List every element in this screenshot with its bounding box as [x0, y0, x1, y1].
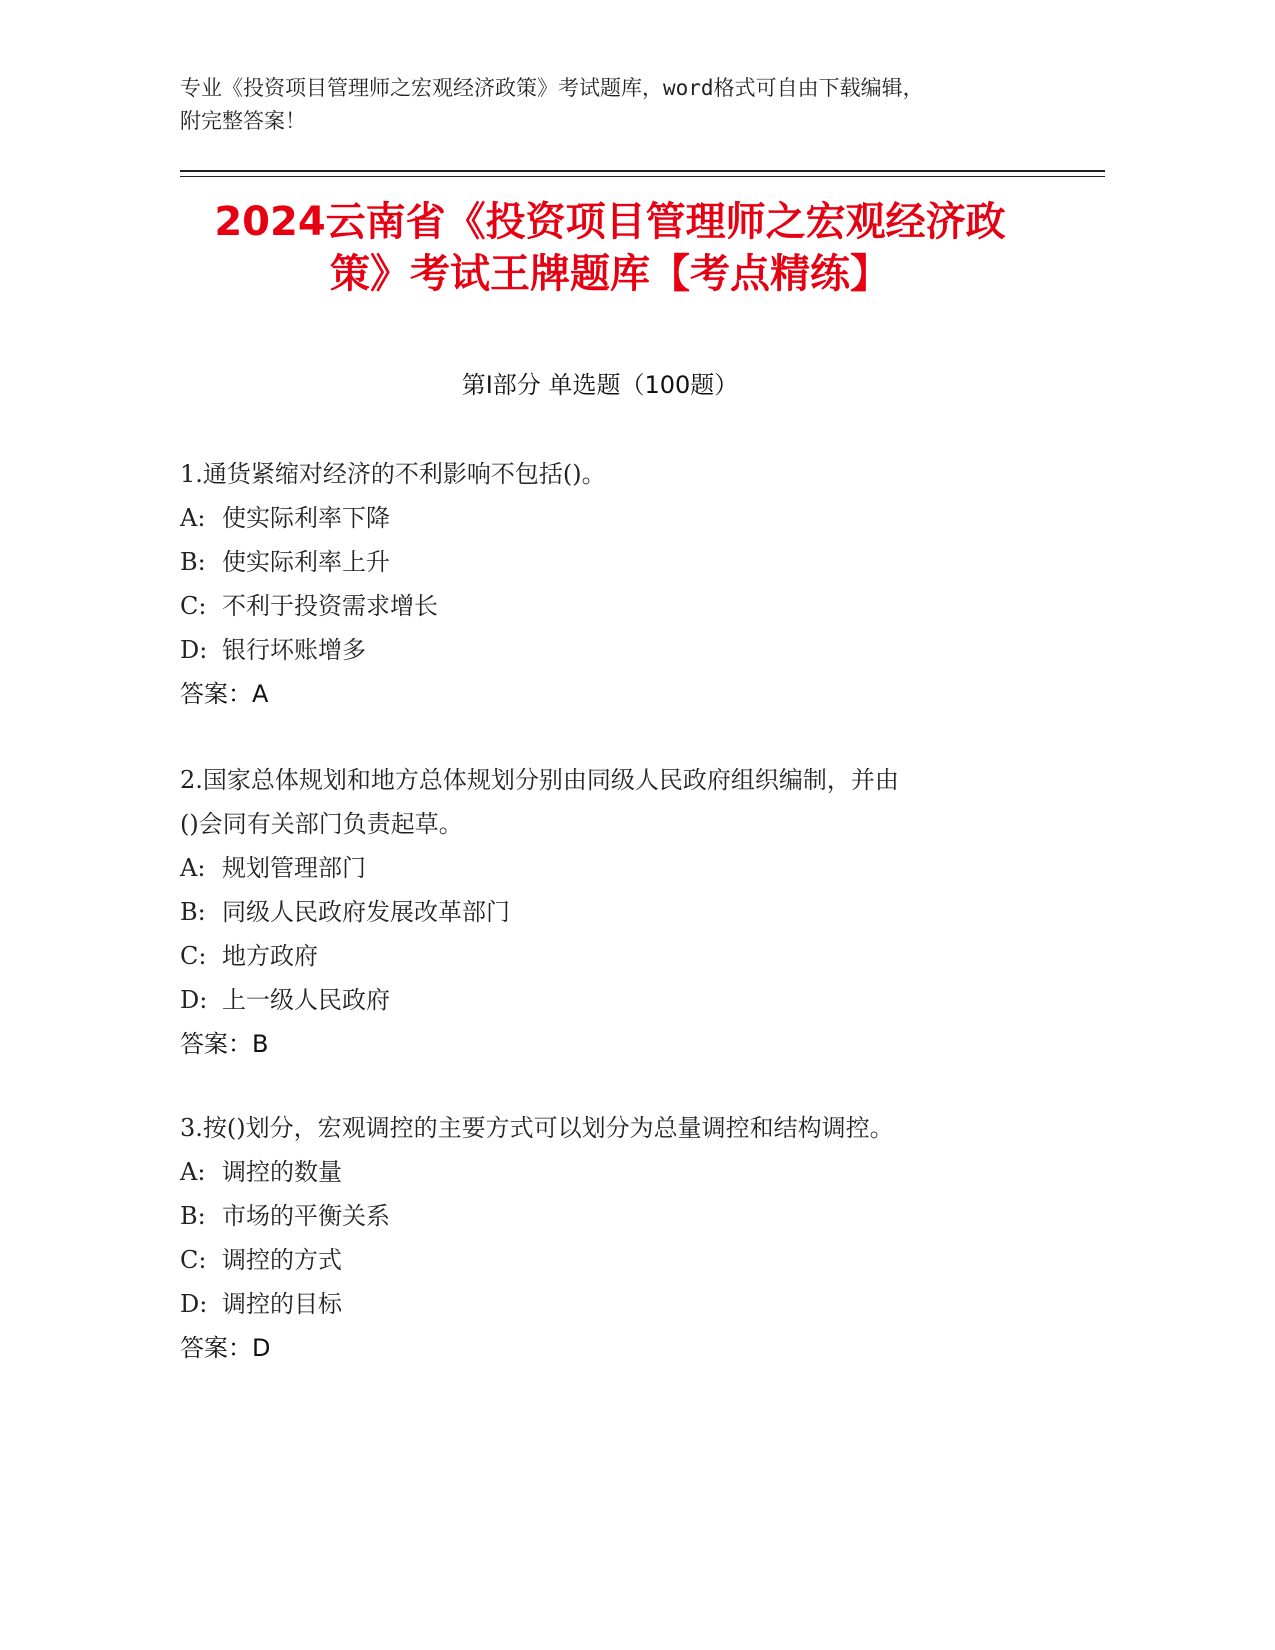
document-title-line-2: 策》考试王牌题库【考点精练】 — [330, 251, 890, 297]
option-letter: B: — [180, 1202, 206, 1230]
question-stem: 3.按()划分，宏观调控的主要方式可以划分为总量调控和结构调控。 — [180, 1114, 894, 1142]
option-text: 上一级人民政府 — [222, 986, 390, 1014]
question-2 — [180, 758, 1120, 1066]
option-text: 调控的方式 — [222, 1246, 342, 1274]
option-c — [180, 1238, 1120, 1282]
option-b — [180, 1194, 1120, 1238]
option-text: 规划管理部门 — [222, 854, 366, 882]
option-a — [180, 846, 1120, 890]
question-stem: 1.通货紧缩对经济的不利影响不包括()。 — [180, 460, 606, 488]
option-d — [180, 628, 1120, 672]
option-letter: D: — [180, 1290, 208, 1318]
option-d — [180, 1282, 1120, 1326]
option-a — [180, 496, 1120, 540]
question-stem-line-2: ()会同有关部门负责起草。 — [180, 810, 463, 838]
option-text: 同级人民政府发展改革部门 — [222, 898, 510, 926]
option-b — [180, 540, 1120, 584]
option-letter: A: — [180, 854, 206, 882]
option-letter: B: — [180, 548, 206, 576]
header-divider-thick — [180, 170, 1105, 172]
answer: 答案：A — [180, 680, 269, 708]
option-letter: B: — [180, 898, 206, 926]
section-heading: 第Ⅰ部分 单选题（100题） — [461, 371, 739, 399]
option-letter: D: — [180, 986, 208, 1014]
option-letter: D: — [180, 636, 208, 664]
option-text: 调控的目标 — [222, 1290, 342, 1318]
option-letter: C: — [180, 1246, 207, 1274]
answer: 答案：D — [180, 1334, 271, 1362]
option-d — [180, 978, 1120, 1022]
option-letter: A: — [180, 1158, 206, 1186]
option-text: 银行坏账增多 — [222, 636, 366, 664]
option-text: 市场的平衡关系 — [222, 1202, 390, 1230]
header-note — [180, 72, 1080, 138]
option-a — [180, 1150, 1120, 1194]
question-stem-line-1: 2.国家总体规划和地方总体规划分别由同级人民政府组织编制，并由 — [180, 766, 899, 794]
option-text: 不利于投资需求增长 — [222, 592, 438, 620]
header-divider-thin — [180, 176, 1105, 177]
option-letter: A: — [180, 504, 206, 532]
document-title — [100, 196, 1120, 300]
option-text: 地方政府 — [222, 942, 318, 970]
option-c — [180, 934, 1120, 978]
option-text: 使实际利率上升 — [222, 548, 390, 576]
option-letter: C: — [180, 942, 207, 970]
option-letter: C: — [180, 592, 207, 620]
option-b — [180, 890, 1120, 934]
header-note-line-1: 专业《投资项目管理师之宏观经济政策》考试题库，word格式可自由下载编辑， — [180, 76, 924, 100]
question-1 — [180, 452, 1120, 716]
option-c — [180, 584, 1120, 628]
option-text: 使实际利率下降 — [222, 504, 390, 532]
option-text: 调控的数量 — [222, 1158, 342, 1186]
document-title-line-1: 2024云南省《投资项目管理师之宏观经济政 — [214, 199, 1006, 245]
answer: 答案：B — [180, 1030, 269, 1058]
header-note-line-2: 附完整答案！ — [180, 109, 306, 133]
question-3 — [180, 1106, 1120, 1370]
